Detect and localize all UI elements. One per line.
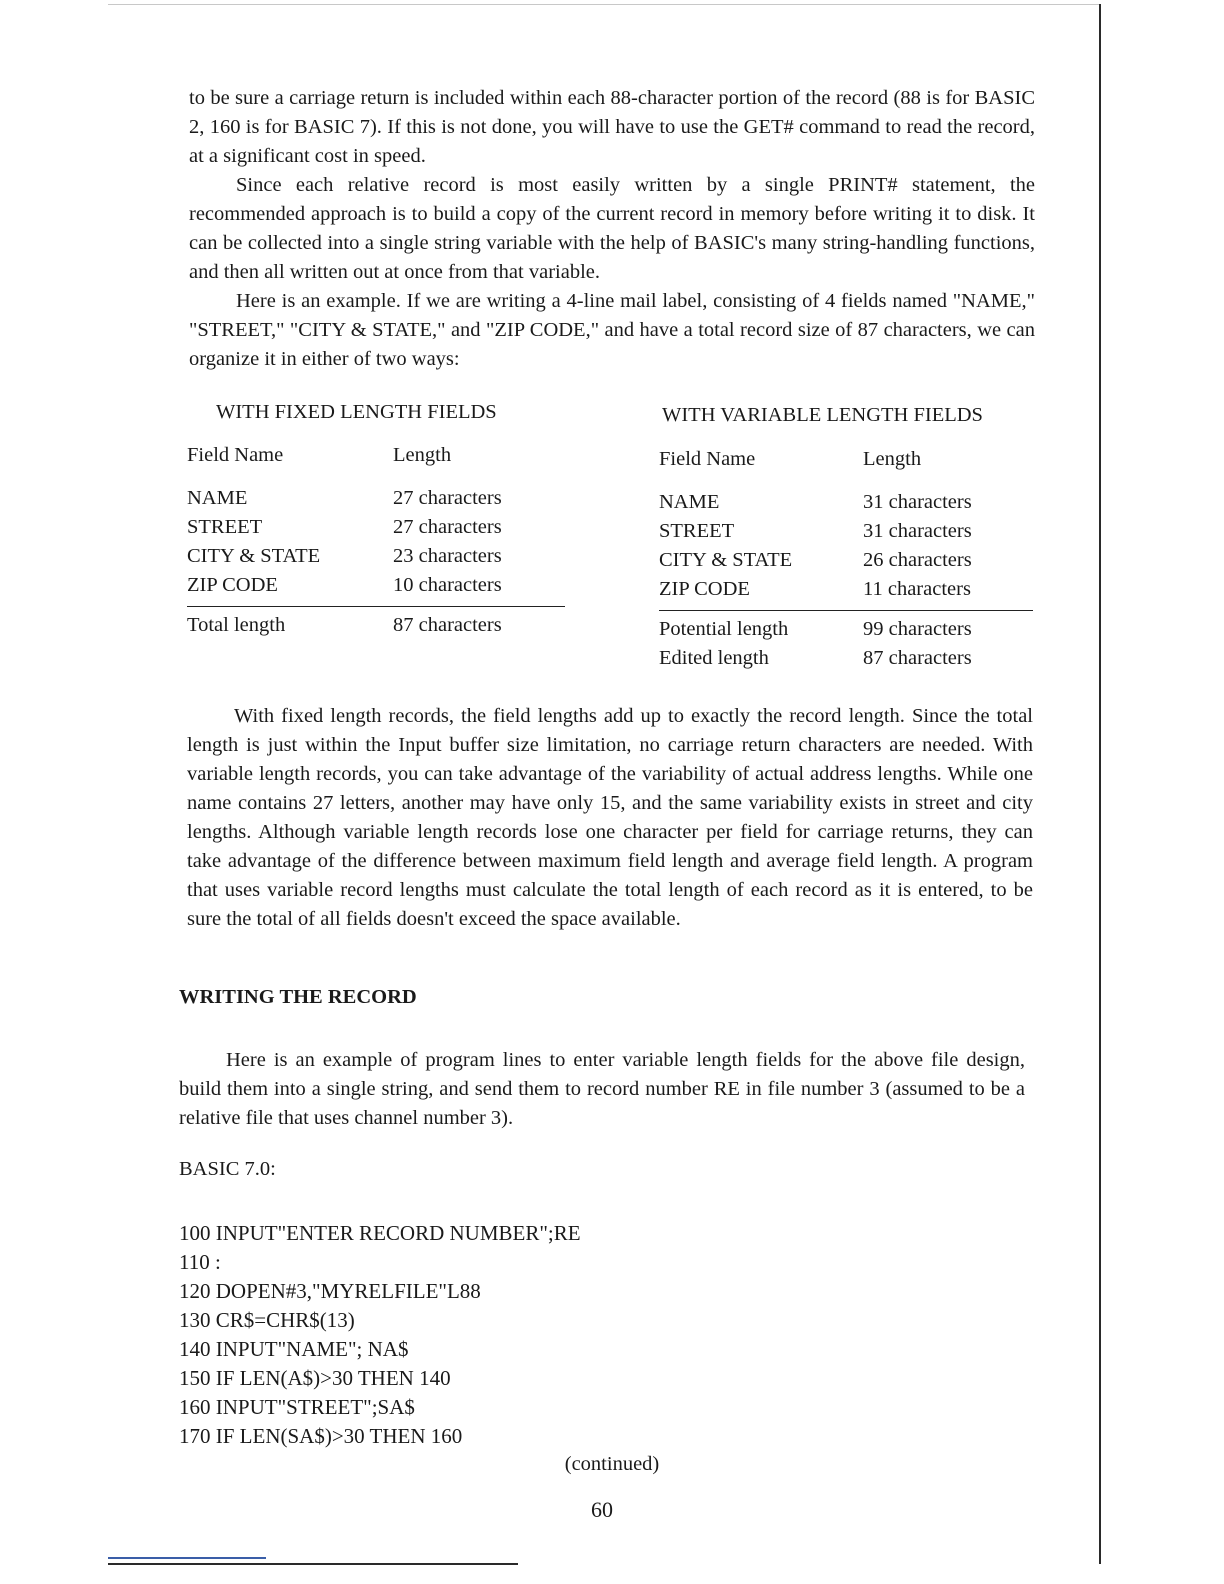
section-heading: WRITING THE RECORD	[179, 986, 417, 1008]
total-label: Edited length	[659, 647, 769, 669]
header-field-name: Field Name	[659, 448, 756, 470]
field-length: 31 characters	[863, 520, 972, 542]
code-listing	[179, 1219, 581, 1451]
field-length: 26 characters	[863, 549, 972, 571]
code-line: 160 INPUT"STREET";SA$	[179, 1395, 415, 1419]
continued-note: (continued)	[564, 1453, 660, 1475]
field-length: 23 characters	[393, 545, 502, 567]
fixed-table-title: WITH FIXED LENGTH FIELDS	[216, 401, 497, 423]
code-line: 130 CR$=CHR$(13)	[179, 1308, 355, 1332]
page-frame-right-line	[1099, 4, 1101, 1564]
field-name: CITY & STATE	[659, 549, 793, 571]
field-name: ZIP CODE	[187, 574, 278, 596]
field-name: NAME	[659, 491, 720, 513]
body-paragraph: With fixed length records, the field lengths add up to exactly the record length. Since the total length is just within the Input buffer size limitation, no carriage return characters are needed. With variable length records, you can take advantage of the variability of actual address lengths. While one name contains 27 letters, another may have only 15, and the same variability exists in street and city lengths. Although variable length records lose one character per field for carriage returns, they can take advantage of the difference between maximum field length and average field length. A program that uses variable record lengths must calculate the total length of each record as it is entered, to be sure the total of all fields doesn't exceed the space available.	[187, 705, 1033, 930]
section-paragraph: Here is an example of program lines to enter variable length fields for the above file design, build them into a single string, and send them to record number RE in file number 3 (assumed to be a relative file that uses channel number 3).	[179, 1049, 1025, 1129]
total-label: Total length	[187, 614, 286, 636]
intro-paragraph: Here is an example. If we are writing a 4-line mail label, consisting of 4 fields named "NAME," "STREET," "CITY & STATE," and "ZIP CODE," and have a total record size of 87 characters, we can organize it in either of two ways:	[189, 290, 1035, 370]
table-rule	[187, 606, 565, 607]
table-rule	[659, 610, 1033, 611]
header-field-name: Field Name	[187, 444, 284, 466]
code-line: 140 INPUT"NAME"; NA$	[179, 1337, 409, 1361]
header-length: Length	[863, 448, 922, 470]
code-line: 110 :	[179, 1250, 221, 1274]
code-line: 120 DOPEN#3,"MYRELFILE"L88	[179, 1279, 481, 1303]
code-line: 100 INPUT"ENTER RECORD NUMBER";RE	[179, 1221, 581, 1245]
total-value: 99 characters	[863, 618, 972, 640]
body-text	[187, 702, 1033, 934]
section-text	[179, 1046, 1025, 1133]
total-label: Potential length	[659, 618, 789, 640]
code-line: 150 IF LEN(A$)>30 THEN 140	[179, 1366, 451, 1390]
code-label: BASIC 7.0:	[179, 1158, 276, 1180]
page-frame-bottom-line	[108, 1563, 518, 1565]
header-length: Length	[393, 444, 452, 466]
total-value: 87 characters	[393, 614, 502, 636]
field-name: ZIP CODE	[659, 578, 750, 600]
field-length: 27 characters	[393, 516, 502, 538]
field-name: STREET	[659, 520, 735, 542]
intro-text	[189, 84, 1035, 374]
intro-paragraph: Since each relative record is most easily written by a single PRINT# statement, the recommended approach is to build a copy of the current record in memory before writing it to disk. It can be collected into a single string variable with the help of BASIC's many string-handling functions, and then all written out at once from that variable.	[189, 174, 1035, 283]
field-name: STREET	[187, 516, 263, 538]
field-length: 27 characters	[393, 487, 502, 509]
field-length: 31 characters	[863, 491, 972, 513]
page-number: 60	[591, 1497, 613, 1522]
field-length: 10 characters	[393, 574, 502, 596]
total-value: 87 characters	[863, 647, 972, 669]
code-line: 170 IF LEN(SA$)>30 THEN 160	[179, 1424, 463, 1448]
page-frame-bottom-accent	[108, 1557, 266, 1559]
field-length: 11 characters	[863, 578, 971, 600]
page-frame-top-line	[108, 4, 1100, 5]
field-name: CITY & STATE	[187, 545, 321, 567]
field-name: NAME	[187, 487, 248, 509]
variable-table-title: WITH VARIABLE LENGTH FIELDS	[662, 404, 983, 426]
intro-paragraph: to be sure a carriage return is included within each 88-character portion of the record (88 is for BASIC 2, 160 is for BASIC 7). If this is not done, you will have to use the GET# command to read the record, at a significant cost in speed.	[189, 87, 1035, 167]
